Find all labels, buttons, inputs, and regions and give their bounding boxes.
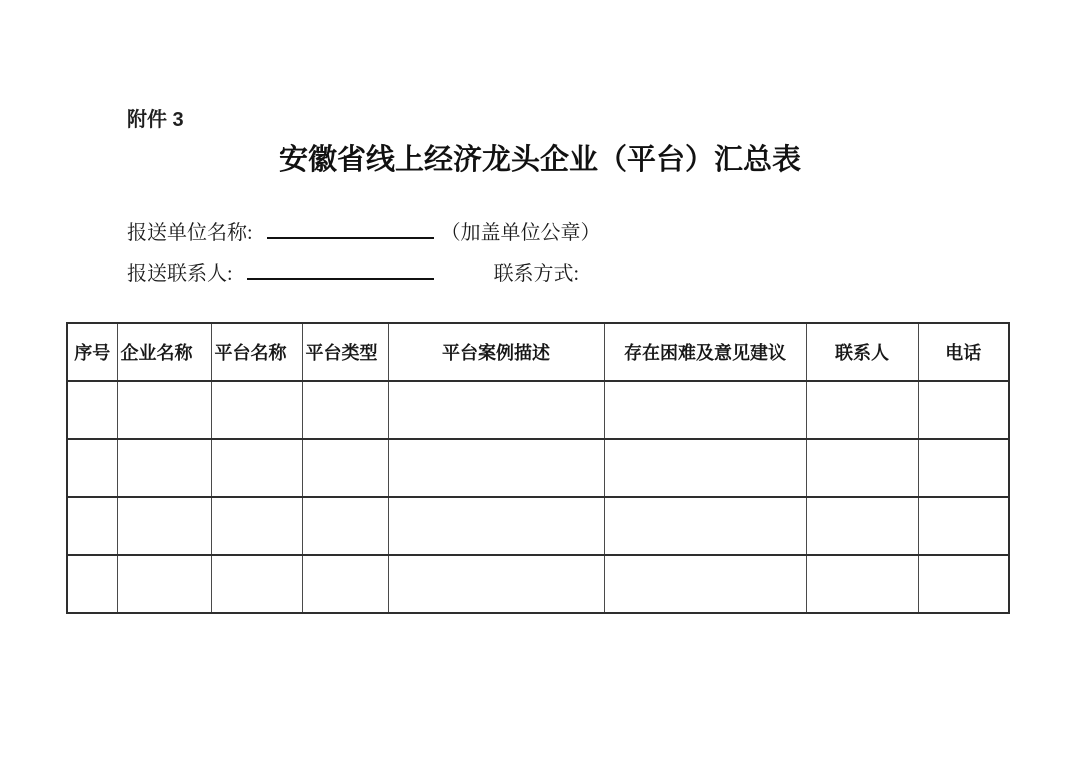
table-cell bbox=[918, 497, 1009, 555]
header-difficulties-suggestions: 存在困难及意见建议 bbox=[604, 323, 806, 381]
table-cell bbox=[67, 439, 117, 497]
table-row bbox=[67, 439, 1009, 497]
contact-person-line bbox=[127, 258, 579, 287]
table-cell bbox=[211, 381, 302, 439]
header-platform-case-description: 平台案例描述 bbox=[388, 323, 604, 381]
table-cell bbox=[388, 381, 604, 439]
table-cell bbox=[918, 555, 1009, 613]
table-row bbox=[67, 381, 1009, 439]
table-row bbox=[67, 497, 1009, 555]
contact-person-blank-field bbox=[247, 258, 434, 280]
table-cell bbox=[67, 555, 117, 613]
table-cell bbox=[388, 555, 604, 613]
table-cell bbox=[918, 381, 1009, 439]
table-cell bbox=[918, 439, 1009, 497]
header-serial-number: 序号 bbox=[67, 323, 117, 381]
table-cell bbox=[302, 555, 388, 613]
table-cell bbox=[302, 497, 388, 555]
table-cell bbox=[211, 497, 302, 555]
table-cell bbox=[211, 555, 302, 613]
table-cell bbox=[302, 381, 388, 439]
header-contact-person: 联系人 bbox=[806, 323, 918, 381]
header-enterprise-name: 企业名称 bbox=[117, 323, 211, 381]
table-cell bbox=[604, 439, 806, 497]
table-cell bbox=[388, 439, 604, 497]
table-cell bbox=[117, 439, 211, 497]
table-cell bbox=[117, 555, 211, 613]
table-cell bbox=[604, 555, 806, 613]
unit-name-blank-field bbox=[267, 217, 434, 239]
table-cell bbox=[67, 381, 117, 439]
table-cell bbox=[806, 439, 918, 497]
table-cell bbox=[806, 381, 918, 439]
table-cell bbox=[604, 381, 806, 439]
contact-person-label: 报送联系人: bbox=[127, 263, 233, 285]
header-platform-name: 平台名称 bbox=[211, 323, 302, 381]
header-phone: 电话 bbox=[918, 323, 1009, 381]
table-cell bbox=[302, 439, 388, 497]
seal-note: （加盖单位公章） bbox=[440, 222, 601, 244]
table-cell bbox=[806, 497, 918, 555]
table-row bbox=[67, 555, 1009, 613]
attachment-label: 附件 3 bbox=[127, 109, 184, 131]
table-header-row bbox=[67, 323, 1009, 381]
unit-name-line bbox=[127, 217, 601, 246]
table-cell bbox=[117, 381, 211, 439]
unit-name-label: 报送单位名称: bbox=[127, 222, 253, 244]
table-cell bbox=[604, 497, 806, 555]
table-cell bbox=[117, 497, 211, 555]
table-cell bbox=[388, 497, 604, 555]
summary-table bbox=[66, 322, 1010, 614]
table-cell bbox=[67, 497, 117, 555]
contact-method-label: 联系方式: bbox=[493, 263, 580, 285]
header-platform-type: 平台类型 bbox=[302, 323, 388, 381]
table-cell bbox=[806, 555, 918, 613]
page-title: 安徽省线上经济龙头企业（平台）汇总表 bbox=[278, 144, 801, 176]
table-cell bbox=[211, 439, 302, 497]
